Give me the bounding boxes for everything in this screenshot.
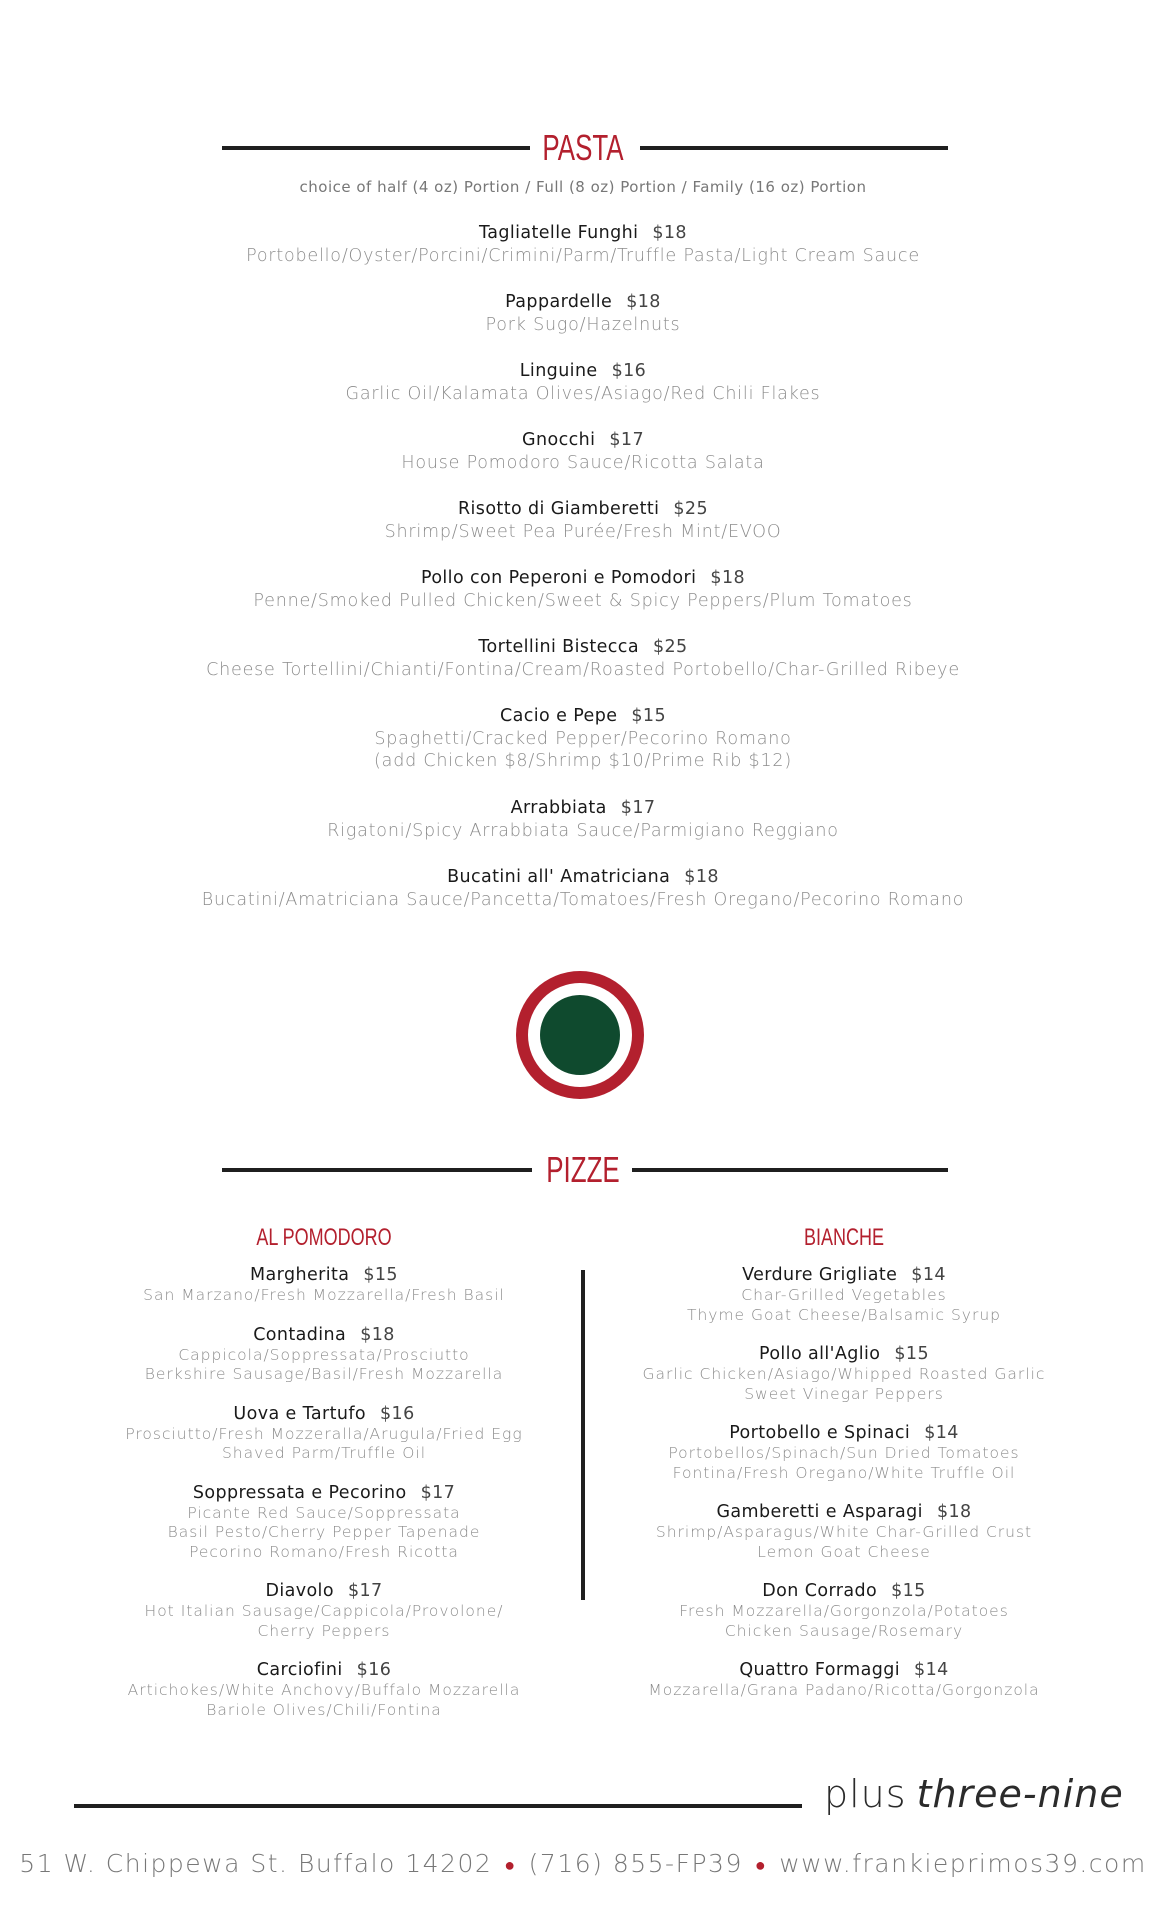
menu-item-description: Rigatoni/Spicy Arrabbiata Sauce/Parmigiano Reggiano [327, 821, 839, 841]
menu-item-name: Portobello e Spinaci [729, 1423, 911, 1443]
menu-item-price: $17 [620, 798, 656, 818]
menu-item-heading [0, 635, 1166, 659]
menu-item-description: Basil Pesto/Cherry Pepper Tapenade [167, 1523, 481, 1541]
menu-item [624, 1580, 1064, 1641]
menu-item-description: Portobello/Oyster/Porcini/Crimini/Parm/Truffle Pasta/Light Cream Sauce [246, 246, 920, 266]
menu-item-price: $15 [363, 1265, 398, 1285]
pasta-title: PASTA [542, 127, 624, 168]
menu-item-name: Gamberetti e Asparagi [716, 1502, 923, 1522]
menu-item-price: $14 [911, 1265, 946, 1285]
menu-item-name: Pappardelle [505, 292, 613, 312]
menu-item-price: $17 [420, 1482, 456, 1503]
menu-item-name: Diavolo [265, 1581, 334, 1601]
menu-item-description: Garlic Oil/Kalamata Olives/Asiago/Red Chili Flakes [345, 384, 821, 404]
menu-item-price: $14 [914, 1660, 949, 1680]
menu-item-description: Berkshire Sausage/Basil/Fresh Mozzarella [144, 1365, 504, 1383]
menu-item-heading [0, 290, 1166, 314]
menu-item-name: Bucatini all' Amatriciana [447, 867, 671, 887]
footer-rule [74, 1804, 802, 1808]
brand-logo [824, 1772, 1124, 1816]
menu-item-heading [624, 1343, 1064, 1365]
menu-item-heading [0, 428, 1166, 452]
menu-item [624, 1343, 1064, 1404]
menu-item-description: (add Chicken $8/Shrimp $10/Prime Rib $12) [374, 751, 792, 771]
menu-item-price: $15 [894, 1344, 929, 1364]
menu-item-heading [104, 1482, 544, 1504]
menu-item-price: $18 [684, 867, 719, 887]
menu-item [0, 865, 1166, 934]
menu-item-price: $18 [652, 223, 687, 243]
menu-item-description: Picante Red Sauce/Soppressata [187, 1503, 461, 1522]
menu-item-description: Hot Italian Sausage/Cappicola/Provolone/ [144, 1602, 504, 1620]
menu-item-heading [0, 704, 1166, 728]
menu-item-name: Gnocchi [522, 430, 596, 450]
pasta-rule-right [640, 146, 948, 150]
menu-item-name: Risotto di Giamberetti [457, 499, 660, 519]
menu-item-description: Chicken Sausage/Rosemary [724, 1621, 964, 1640]
menu-item [0, 704, 1166, 796]
pasta-list [0, 221, 1166, 934]
menu-item-price: $17 [347, 1581, 383, 1601]
menu-item-name: Cacio e Pepe [499, 706, 618, 726]
menu-item-price: $16 [380, 1403, 415, 1424]
menu-item-description: Pecorino Romano/Fresh Ricotta [189, 1542, 459, 1561]
menu-item-description: Cappicola/Soppressata/Prosciutto [178, 1345, 470, 1364]
menu-item [0, 221, 1166, 290]
menu-item-heading [0, 796, 1166, 820]
footer-website[interactable]: www.frankieprimos39.com [779, 1849, 1147, 1878]
menu-item [0, 796, 1166, 865]
menu-item-name: Quattro Formaggi [739, 1660, 901, 1680]
menu-item-name: Margherita [250, 1265, 350, 1285]
menu-item-description: Bariole Olives/Chili/Fontina [206, 1700, 442, 1719]
menu-item-heading [104, 1264, 544, 1286]
menu-item-description: House Pomodoro Sauce/Ricotta Salata [401, 453, 765, 473]
menu-item-description: Spaghetti/Cracked Pepper/Pecorino Romano [374, 729, 792, 749]
menu-item-price: $25 [652, 637, 688, 657]
menu-item-description: Lemon Goat Cheese [757, 1542, 931, 1561]
menu-item-price: $17 [609, 430, 644, 450]
menu-item-name: Don Corrado [762, 1581, 878, 1601]
menu-item-price: $18 [936, 1502, 972, 1522]
menu-item-price: $18 [360, 1324, 395, 1345]
menu-item-description: Thyme Goat Cheese/Balsamic Syrup [686, 1305, 1001, 1324]
menu-item-description: Prosciutto/Fresh Mozzeralla/Arugula/Fried Egg [125, 1424, 523, 1443]
menu-item-heading [104, 1324, 544, 1346]
brand-plus: plus [824, 1772, 907, 1816]
menu-item-description: Shrimp/Asparagus/White Char-Grilled Crust [655, 1523, 1033, 1541]
menu-item-price: $16 [356, 1660, 392, 1680]
menu-item-name: Arrabbiata [510, 798, 607, 818]
menu-item [0, 497, 1166, 566]
menu-item [0, 566, 1166, 635]
pizze-title: PIZZE [546, 1149, 620, 1190]
menu-item-description: Garlic Chicken/Asiago/Whipped Roasted Garlic [642, 1365, 1046, 1383]
menu-item-name: Contadina [253, 1324, 347, 1345]
menu-item [0, 359, 1166, 428]
menu-item-description: Pork Sugo/Hazelnuts [485, 315, 681, 335]
menu-item-description: Bucatini/Amatriciana Sauce/Pancetta/Tomatoes/Fresh Oregano/Pecorino Romano [201, 890, 965, 910]
menu-item-description: Cherry Peppers [257, 1621, 391, 1640]
menu-item-name: Uova e Tartufo [233, 1403, 366, 1424]
footer-phone[interactable]: (716) 855-FP39 [528, 1849, 743, 1878]
menu-item-description: Shrimp/Sweet Pea Purée/Fresh Mint/EVOO [384, 522, 782, 542]
menu-item-heading [104, 1580, 544, 1602]
menu-item [624, 1422, 1064, 1483]
menu-item-heading [0, 865, 1166, 889]
menu-item-heading [104, 1659, 544, 1681]
menu-item-name: Verdure Grigliate [742, 1265, 898, 1285]
menu-item-description: Fontina/Fresh Oregano/White Truffle Oil [672, 1463, 1016, 1482]
menu-item-name: Tagliatelle Funghi [479, 223, 639, 243]
menu-item [104, 1482, 544, 1563]
menu-item-heading [0, 497, 1166, 521]
pasta-rule-left [222, 146, 530, 150]
menu-item-price: $18 [710, 568, 746, 588]
tricolor-roundel-icon [516, 971, 644, 1099]
menu-item-description: Mozzarella/Grana Padano/Ricotta/Gorgonzola [648, 1681, 1040, 1699]
column-divider [581, 1270, 585, 1600]
menu-item-heading [624, 1501, 1064, 1523]
bianche-list [624, 1264, 1064, 1719]
menu-item-price: $14 [924, 1423, 959, 1443]
menu-item [104, 1659, 544, 1720]
pizze-rule-left [222, 1168, 532, 1172]
menu-item [624, 1264, 1064, 1325]
menu-item-description: San Marzano/Fresh Mozzarella/Fresh Basil [143, 1286, 505, 1304]
menu-item-heading [0, 359, 1166, 383]
menu-item-description: Fresh Mozzarella/Gorgonzola/Potatoes [679, 1602, 1009, 1620]
menu-item [0, 428, 1166, 497]
footer-contact [0, 1849, 1166, 1878]
menu-item-price: $18 [626, 292, 661, 312]
menu-item-description: Shaved Parm/Truffle Oil [221, 1444, 427, 1462]
separator-dot-icon: ● [504, 1854, 517, 1876]
menu-item-name: Soppressata e Pecorino [192, 1482, 407, 1503]
footer-address: 51 W. Chippewa St. Buffalo 14202 [19, 1849, 493, 1878]
al-pomodoro-list [104, 1264, 544, 1738]
menu-item-name: Carciofini [256, 1660, 343, 1680]
menu-item-description: Penne/Smoked Pulled Chicken/Sweet & Spicy Peppers/Plum Tomatoes [253, 591, 913, 611]
menu-item-name: Pollo all'Aglio [758, 1344, 881, 1364]
pizze-rule-right [632, 1168, 948, 1172]
menu-item-description: Sweet Vinegar Peppers [744, 1384, 944, 1403]
menu-item [0, 290, 1166, 359]
menu-item-description: Cheese Tortellini/Chianti/Fontina/Cream/Roasted Portobello/Char-Grilled Ribeye [206, 660, 960, 680]
menu-item-heading [624, 1580, 1064, 1602]
menu-item-heading [0, 566, 1166, 590]
menu-item-price: $25 [673, 499, 708, 519]
menu-item-heading [0, 221, 1166, 245]
menu-item-description: Artichokes/White Anchovy/Buffalo Mozzarella [127, 1681, 521, 1699]
menu-item-name: Linguine [519, 361, 598, 381]
menu-item-heading [624, 1422, 1064, 1444]
menu-item-description: Char-Grilled Vegetables [741, 1286, 947, 1304]
menu-item [624, 1501, 1064, 1562]
menu-item [104, 1324, 544, 1385]
menu-item-description: Portobellos/Spinach/Sun Dried Tomatoes [668, 1444, 1020, 1462]
bianche-title: BIANCHE [803, 1224, 885, 1251]
menu-item-name: Tortellini Bistecca [478, 637, 639, 657]
al-pomodoro-title: AL POMODORO [256, 1224, 392, 1251]
menu-item [0, 635, 1166, 704]
menu-item-heading [104, 1403, 544, 1425]
menu-item-price: $15 [631, 706, 666, 726]
menu-item-heading [624, 1264, 1064, 1286]
menu-item-price: $15 [891, 1581, 926, 1601]
menu-item [104, 1403, 544, 1464]
separator-dot-icon: ● [754, 1854, 768, 1876]
menu-item [624, 1659, 1064, 1701]
menu-item [104, 1580, 544, 1641]
menu-item-price: $16 [611, 361, 647, 381]
pasta-subtitle: choice of half (4 oz) Portion / Full (8 oz) Portion / Family (16 oz) Portion [299, 178, 867, 196]
brand-script: three-nine [916, 1772, 1124, 1816]
menu-item-name: Pollo con Peperoni e Pomodori [420, 568, 697, 588]
menu-item [104, 1264, 544, 1306]
menu-item-heading [624, 1659, 1064, 1681]
